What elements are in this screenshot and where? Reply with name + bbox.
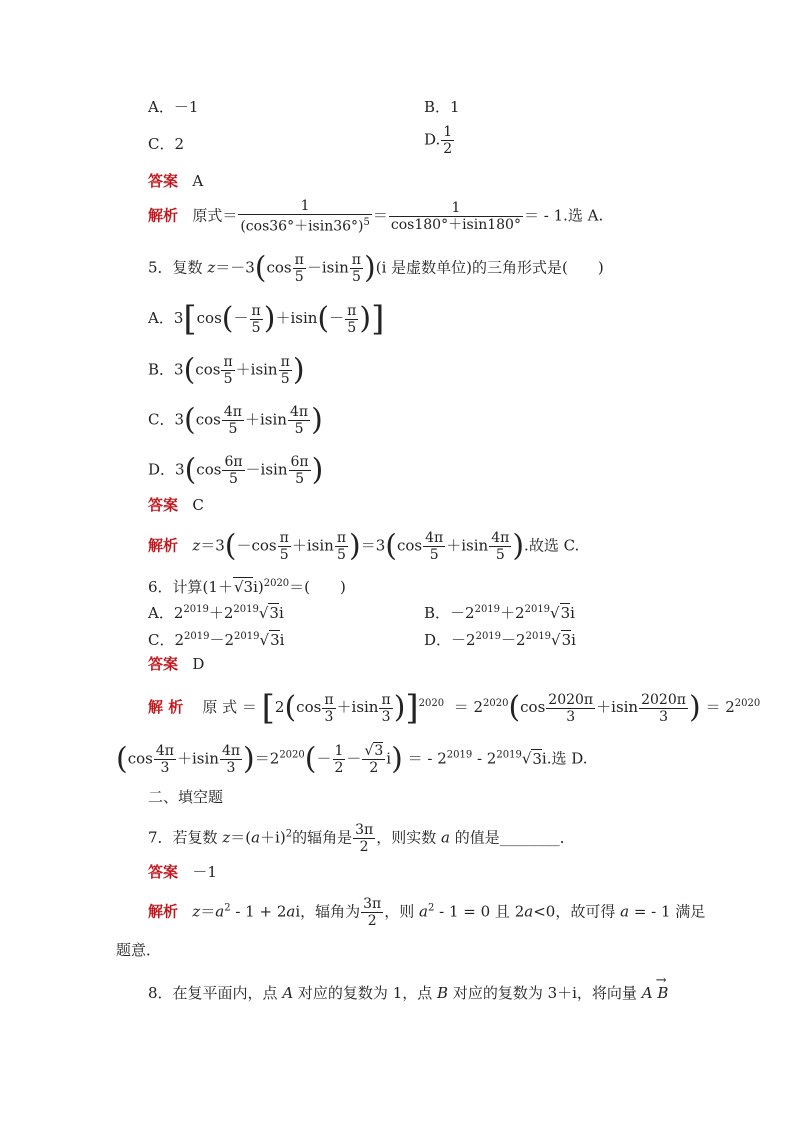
q7-analysis: 解析 $z=a^2 - 1 + 2ai$，辐角为 $\frac{3\pi}{2}$ ，则 $a^2 - 1 = 0$ 且 2a<0，故可得 a = - 1 满足 — [148, 896, 706, 929]
q5-option-b: B．3(cos $\frac{\pi}{5}$ ＋isin $\frac{\pi}{5}$ ) — [148, 352, 305, 388]
analysis-label: 解析 — [148, 206, 179, 225]
q7-stem: 7．若复数 $z=(a+i)^2$的辐角是 $\frac{3\pi}{2}$ ，则实数 a 的值是________． — [148, 822, 575, 855]
vector-arrow-icon: → — [655, 973, 667, 988]
q6-analysis-line1: 解 析 原 式 ＝ [2(cos $\frac{\pi}{3}$ ＋isin $\frac{\pi}{3}$ )]$^{2020} = 2^{2020}(\cos$ $\frac{2020\pi}{3}$ ＋isin $\frac{2020\pi}{3}$ ) ＝ $2^{2020}$ — [148, 688, 761, 728]
q4-option-b: B．1 — [424, 98, 460, 116]
q6-stem: 6．计算$(1+√3i)^{2020}=$( ) — [148, 578, 346, 596]
q6-option-a: A．$2^{2019}+2^{2019}√3i$ — [148, 604, 284, 622]
q5-option-a: A．3[cos(－ $\frac{\pi}{5}$ )＋isin(－ $\frac{\pi}{5}$ )] — [148, 299, 385, 339]
vector-ab: A B → — [641, 973, 669, 1002]
answer-label: 答案 — [148, 172, 179, 190]
q7-answer: 答案 －1 — [148, 863, 217, 881]
q5-option-c: C．3(cos $\frac{4\pi}{5}$ ＋isin $\frac{4\pi}{5}$ ) — [148, 402, 323, 438]
q5-option-d: D．3(cos $\frac{6\pi}{5}$ －isin $\frac{6\pi}{5}$ ) — [148, 452, 324, 488]
q5-analysis: 解析 z＝3(－cos $\frac{\pi}{5}$ ＋isin $\frac{\pi}{5}$ )＝3(cos $\frac{4\pi}{5}$ ＋isin $\frac{4\pi}{5}$ ).故选 C. — [148, 528, 580, 564]
q5-answer: 答案 C — [148, 496, 204, 514]
q6-analysis-line2: (cos $\frac{4\pi}{3}$ ＋isin $\frac{4\pi}{3}$ )$=2^{2020}(-$ $\frac{1}{2}$ － $\frac{√3}{2}$ i) ＝ - $2^{2019} - 2^{2019}√3i$.选 D. — [116, 741, 588, 777]
q4-option-d: D. $\frac{1}{2}$ — [424, 124, 453, 157]
q6-answer: 答案 D — [148, 655, 205, 673]
q4-option-a: A．－1 — [148, 98, 199, 116]
q8-stem: 8．在复平面内，点 A 对应的复数为 1，点 B 对应的复数为 3＋i，将向量 A B → — [148, 973, 669, 1002]
q4-analysis: 解析 原式＝ $\frac{1}{(\cos 36^\circ+isin36^\circ)^5}$ ＝ $\frac{1}{\cos 180^\circ+isin180^\circ}$ ＝ - 1.选 A. — [148, 198, 604, 235]
q4-option-c: C．2 — [148, 135, 185, 153]
section-title: 二、填空题 — [148, 788, 224, 806]
q6-option-b: B．$-2^{2019}+2^{2019}√3i$ — [424, 604, 575, 622]
q4-answer: 答案 A — [148, 172, 204, 190]
q5-stem: 5．复数 z＝－3(cos $\frac{\pi}{5}$ －isin $\frac{\pi}{5}$ )(i 是虚数单位)的三角形式是( ) — [148, 250, 604, 286]
q7-analysis-line2: 题意． — [116, 941, 162, 959]
q6-option-c: C．$2^{2019}-2^{2019}√3i$ — [148, 631, 285, 649]
q6-option-d: D．$-2^{2019}-2^{2019}√3i$ — [424, 631, 576, 649]
